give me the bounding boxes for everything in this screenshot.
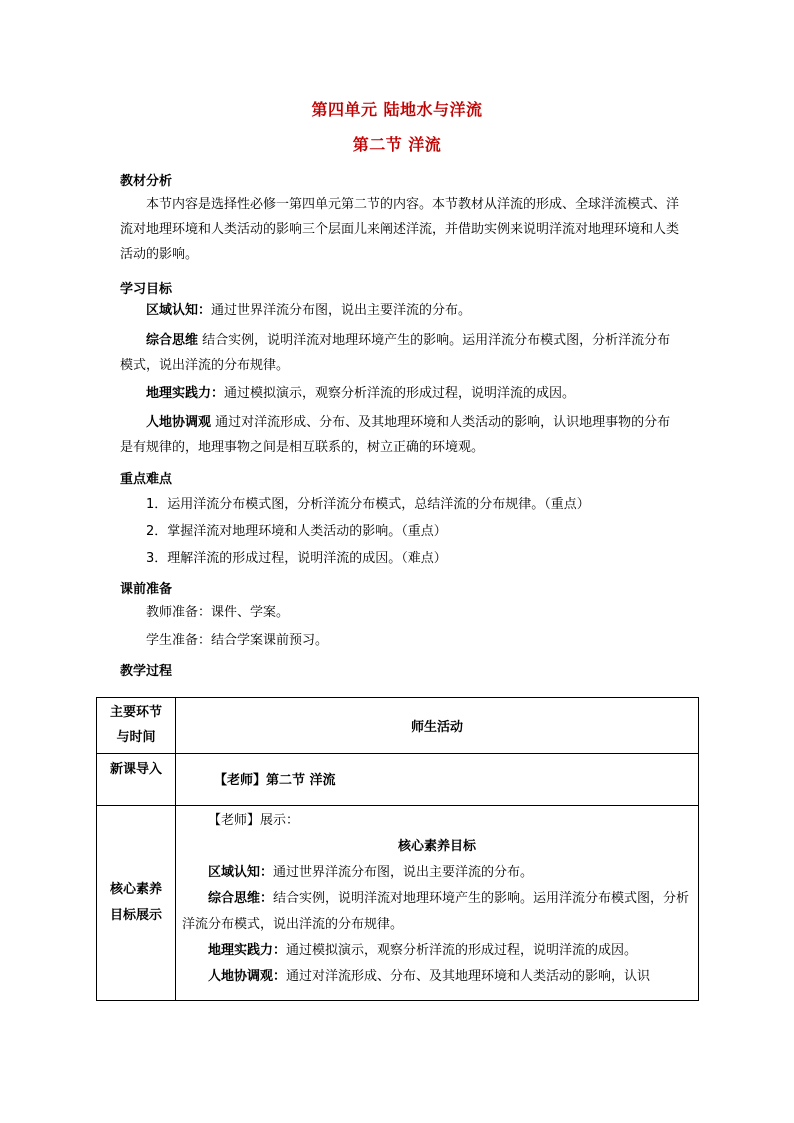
goal-4-text: 通过对洋流形成、分布、及其地理环境和人类活动的影响，认识	[286, 969, 651, 984]
table-row	[97, 754, 699, 806]
objectives-heading: 学习目标	[120, 282, 173, 297]
keypoint-1: 1．运用洋流分布模式图，分析洋流分布模式，总结洋流的分布规律。（重点）	[146, 497, 590, 512]
goal-2-text: 结合实例，说明洋流对地理环境产生的影响。运用洋流分布模式图，分析洋流分布模式，说出洋流的分布规律。	[182, 891, 690, 932]
objective-2	[120, 328, 680, 378]
stage-goals-line1: 核心素养	[109, 882, 162, 897]
objective-2-text: 结合实例，说明洋流对地理环境产生的影响。运用洋流分布模式图，分析洋流分布模式，说出洋流的分布规律。	[120, 333, 671, 373]
process-table	[96, 697, 699, 1001]
preparation-heading: 课前准备	[120, 582, 173, 597]
goal-3-text: 通过模拟演示，观察分析洋流的形成过程，说明洋流的成因。	[286, 943, 638, 958]
goal-3	[176, 938, 698, 964]
analysis-text: 本节内容是选择性必修一第四单元第二节的内容。本节教材从洋流的形成、全球洋流模式、洋流对地理环境和人类活动的影响三个层面儿来阐述洋流，并借助实例来说明洋流对地理环境和人类活动的影响。	[120, 197, 680, 262]
objective-4-text: 通过对洋流形成、分布、及其地理环境和人类活动的影响，认识地理事物的分布是有规律的，地理事物之间是相互联系的，树立正确的环境观。	[120, 415, 671, 455]
goals-subtitle: 核心素养目标	[397, 839, 476, 854]
objective-4	[120, 410, 680, 460]
header-activity-cell: 师生活动	[176, 698, 699, 754]
stage-cell-intro: 新课导入	[97, 754, 176, 806]
student-prep: 学生准备：结合学案课前预习。	[146, 633, 329, 648]
objective-1	[120, 298, 680, 323]
goal-4	[176, 964, 698, 990]
table-header-row	[97, 698, 699, 754]
goal-1	[176, 860, 698, 886]
objective-3-text: 通过模拟演示，观察分析洋流的形成过程，说明洋流的成因。	[224, 386, 576, 401]
goal-1-label: 区域认知：	[208, 865, 274, 880]
unit-title: 第四单元 陆地水与洋流	[311, 100, 483, 119]
header-stage-cell	[97, 698, 176, 754]
stage-goals-line2: 目标展示	[109, 908, 162, 923]
objective-1-label: 区域认知：	[146, 303, 212, 318]
header-stage-line2: 与时间	[116, 730, 156, 745]
keypoints-heading: 重点难点	[120, 472, 173, 487]
analysis-heading: 教材分析	[120, 174, 173, 189]
goal-2	[176, 886, 698, 938]
goal-2-label: 综合思维：	[208, 891, 274, 906]
goals-intro: 【老师】展示：	[208, 813, 300, 828]
activity-cell-intro	[176, 754, 699, 806]
goal-1-text: 通过世界洋流分布图，说出主要洋流的分布。	[273, 865, 534, 880]
objective-1-text: 通过世界洋流分布图，说出主要洋流的分布。	[211, 303, 472, 318]
header-stage-line1: 主要环节	[109, 705, 162, 720]
intro-content: 【老师】第二节 洋流	[214, 773, 336, 788]
process-heading: 教学过程	[120, 664, 173, 679]
keypoint-2: 2．掌握洋流对地理环境和人类活动的影响。（重点）	[146, 524, 447, 539]
keypoint-3: 3．理解洋流的形成过程，说明洋流的成因。（难点）	[146, 551, 447, 566]
stage-cell-goals	[97, 806, 176, 1001]
goal-4-label: 人地协调观：	[208, 969, 287, 984]
teacher-prep: 教师准备：课件、学案。	[146, 605, 290, 620]
table-row	[97, 806, 699, 1001]
goal-3-label: 地理实践力：	[208, 943, 287, 958]
objective-4-label: 人地协调观	[146, 415, 212, 430]
activity-cell-goals	[176, 806, 699, 1001]
section-title: 第二节 洋流	[352, 135, 442, 154]
objective-2-label: 综合思维	[146, 333, 199, 348]
objective-3-label: 地理实践力：	[146, 386, 225, 401]
objective-3	[120, 381, 680, 406]
